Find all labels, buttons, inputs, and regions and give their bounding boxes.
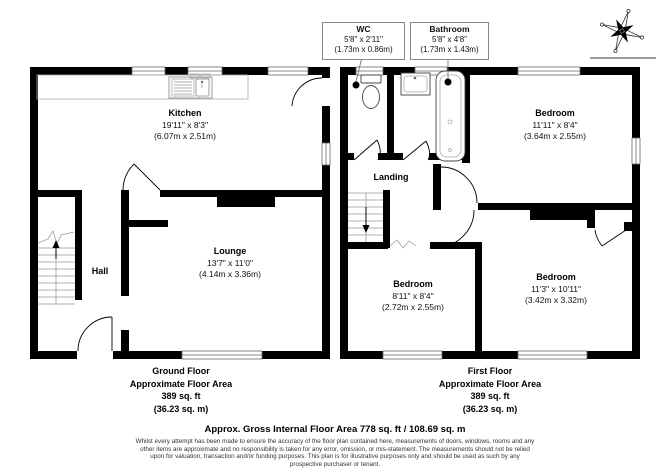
bedroom-left-opening-mark: [390, 240, 416, 248]
first-floor-area-ft: 389 sq. ft: [470, 391, 510, 402]
first-stairs: [348, 193, 383, 242]
bedroom-right-metric: (3.42m x 3.32m): [525, 295, 587, 306]
basin-icon: [401, 73, 430, 95]
cupboard-door-arc: [595, 230, 602, 246]
bathroom-name: Bathroom: [429, 24, 470, 34]
kitchen-door-leaf: [134, 164, 160, 190]
bathroom-door-leaf: [403, 141, 426, 160]
bedroom-right-name: Bedroom: [536, 272, 576, 282]
ground-floor-subtitle: Approximate Floor Area: [129, 378, 233, 389]
kitchen-room-dims: 19'11" x 8'3": [162, 119, 208, 130]
back-door-arc: [292, 78, 322, 106]
first-floor-plan: [340, 57, 640, 359]
lounge-room-metric: (4.14m x 3.36m): [199, 269, 261, 280]
bathroom-callout-box: [410, 22, 489, 60]
kitchen-label: [115, 108, 255, 142]
toilet-icon: [361, 75, 381, 109]
wc-dims: 5'8" x 2'11": [344, 35, 383, 45]
bathtub-icon: [436, 71, 465, 161]
first-floor-subtitle: Approximate Floor Area: [438, 378, 542, 389]
back-door-opening: [322, 78, 330, 106]
disclaimer-text: Whilst every attempt has been made to ensure the accuracy of the floor plan contained here, measurements of doors, windows, rooms and any other items are approximate and no responsibility is taken for any error, omission, or mis-statement. The measurements should not be relied upon for valuation, transaction and/or funding purposes. This plan is for illustrative purposes only and should be used as such by any prospective purchaser or tenant.: [135, 438, 535, 468]
bedroom-right-dims: 11'3" x 10'11": [530, 283, 582, 294]
wc-metric: (1.73m x 0.86m): [334, 45, 393, 55]
ground-floor-area-m: (36.23 sq. m): [153, 403, 209, 414]
lounge-label: [160, 246, 300, 280]
lounge-room-dims: 13'7" x 11'0": [207, 257, 253, 268]
stairs-down-arrow: [363, 225, 370, 233]
cupboard-door-leaf: [602, 230, 626, 246]
bedroom-right-label: [486, 272, 626, 306]
wc-callout-box: [322, 22, 405, 60]
bedroom-top-dims: 11'11" x 8'4": [532, 119, 578, 130]
lounge-room-name: Lounge: [213, 246, 247, 256]
kitchen-room-name: Kitchen: [168, 108, 202, 118]
ground-floor-title: [91, 365, 271, 415]
compass-icon: [594, 3, 651, 60]
bathroom-door-arc: [426, 141, 430, 160]
front-door-opening: [77, 351, 113, 359]
bedroom-left-name: Bedroom: [393, 279, 433, 289]
kitchen-room-metric: (6.07m x 2.51m): [154, 131, 216, 142]
landing-label: [351, 172, 431, 184]
total-floor-area: Approx. Gross Internal Floor Area 778 sq. ft / 108.69 sq. m: [204, 424, 466, 435]
bathroom-metric: (1.73m x 1.43m): [420, 45, 479, 55]
bedroom-left-metric: (2.72m x 2.55m): [382, 302, 444, 313]
wc-name: WC: [356, 24, 371, 34]
ground-floor-name: Ground Floor: [152, 366, 210, 376]
bedroom-top-name: Bedroom: [535, 108, 575, 118]
kitchen-counter: [37, 74, 248, 99]
kitchen-sink-icon: [169, 74, 212, 98]
hall-room-name: Hall: [91, 266, 109, 276]
wc-door-leaf: [354, 140, 377, 160]
bedroom-left-label: [343, 279, 483, 313]
bedroom-top-label: [485, 108, 625, 142]
first-floor-title: [400, 365, 580, 415]
kitchen-door-arc: [123, 164, 134, 190]
hall-label: [70, 266, 130, 278]
bathroom-dims: 5'8" x 4'8": [432, 35, 467, 45]
ground-floor-area-ft: 389 sq. ft: [161, 391, 201, 402]
bedroom-left-dims: 8'11" x 8'4": [392, 290, 434, 301]
first-floor-name: First Floor: [467, 366, 513, 376]
front-door-arc: [78, 317, 112, 351]
bedroom-top-metric: (3.64m x 2.55m): [524, 131, 586, 142]
bedroom-top-door-arc: [441, 167, 477, 203]
landing-room-name: Landing: [373, 172, 409, 182]
bedroom-right-door-arc: [437, 210, 474, 247]
first-floor-area-m: (36.23 sq. m): [462, 403, 518, 414]
